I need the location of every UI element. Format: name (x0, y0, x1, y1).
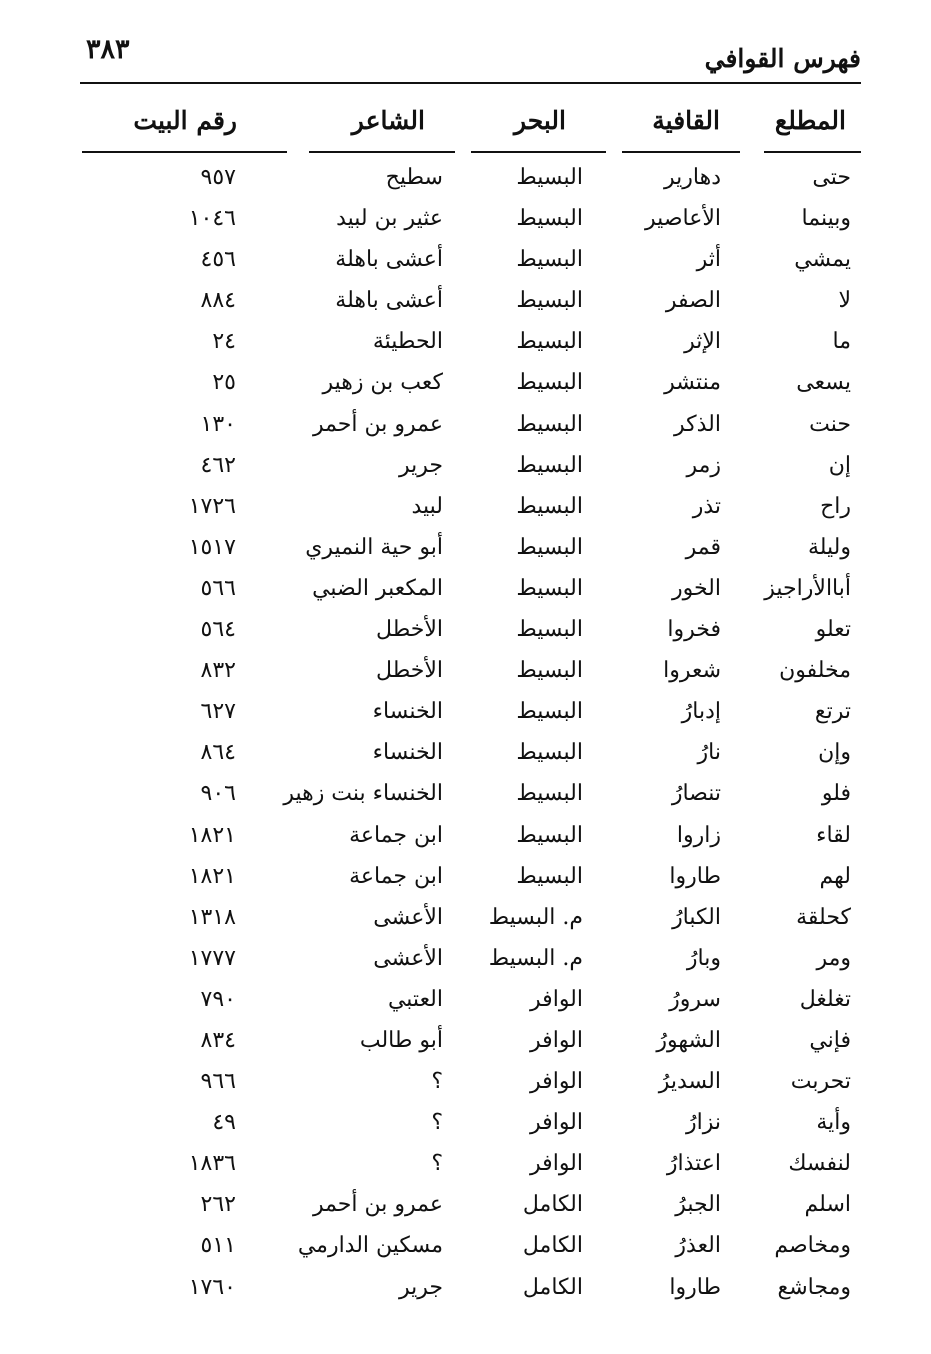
table-row (80, 942, 861, 983)
poet-cell: الأخطل (376, 658, 443, 684)
poet-cell: الخنساء (372, 699, 443, 725)
table-row (80, 202, 861, 243)
poet-cell: المكعبر الضبي (312, 575, 443, 601)
verse-number-cell: ٩٦٦ (200, 1069, 236, 1095)
table-row (80, 1106, 861, 1147)
verse-number-cell: ٨٨٤ (200, 288, 236, 314)
meter-cell: البسيط (516, 575, 583, 601)
start-cell: وبينما (801, 206, 851, 232)
rhyme-cell: نارُ (697, 740, 721, 766)
poet-cell: أبو طالب (359, 1027, 443, 1053)
start-cell: فإني (809, 1027, 851, 1053)
poet-cell: عثير بن لبيد (336, 206, 443, 232)
start-cell: راح (820, 493, 851, 519)
rhyme-cell: قمر (685, 534, 721, 560)
table-row (80, 901, 861, 942)
start-cell: تحربت (790, 1069, 851, 1095)
rhyme-cell: فخروا (667, 617, 721, 643)
verse-number-cell: ٧٩٠ (200, 986, 236, 1012)
poet-cell: ؟ (431, 1110, 443, 1136)
start-cell: فلو (821, 781, 851, 807)
table-row (80, 613, 861, 654)
poet-cell: الخنساء (372, 740, 443, 766)
column-header-rhyme: القافية (622, 104, 740, 153)
poet-cell: ابن جماعة (349, 863, 443, 889)
start-cell: لهم (819, 863, 851, 889)
start-cell: لنفسك (788, 1151, 851, 1177)
verse-number-cell: ١٧٢٦ (188, 493, 236, 519)
start-cell: وأية (816, 1110, 851, 1136)
table-row (80, 983, 861, 1024)
rhyme-cell: وبارُ (686, 945, 721, 971)
table-row (80, 695, 861, 736)
meter-cell: البسيط (516, 329, 583, 355)
start-cell: كحلقة (796, 904, 851, 930)
meter-cell: البسيط (516, 740, 583, 766)
rhyme-cell: زمر (686, 452, 721, 478)
poet-cell: ؟ (431, 1069, 443, 1095)
poet-cell: مسكين الدارمي (297, 1233, 443, 1259)
start-cell: إن (828, 452, 851, 478)
rhyme-cell: الذكر (674, 411, 721, 437)
poet-cell: كعب بن زهير (322, 370, 443, 396)
poet-cell: الأخطل (376, 617, 443, 643)
start-cell: حنت (809, 411, 851, 437)
verse-number-cell: ٢٥ (212, 370, 236, 396)
table-row (80, 777, 861, 818)
start-cell: تغلغل (799, 986, 851, 1012)
meter-cell: الوافر (530, 986, 583, 1012)
rhyme-cell: السديرُ (658, 1069, 721, 1095)
verse-number-cell: ٩٥٧ (200, 165, 236, 190)
table-body (80, 161, 861, 1312)
rhyme-cell: الإثر (684, 329, 721, 355)
poet-cell: ابن جماعة (349, 822, 443, 848)
poet-cell: ؟ (431, 1151, 443, 1177)
verse-number-cell: ٨٣٢ (200, 658, 236, 684)
poet-cell: جرير (399, 1274, 443, 1300)
poet-cell: أعشى باهلة (335, 288, 443, 314)
poet-cell: أعشى باهلة (335, 247, 443, 273)
rhyme-cell: الأعاصير (645, 206, 721, 232)
verse-number-cell: ١٨٢١ (188, 863, 236, 889)
table-row (80, 860, 861, 901)
table-row (80, 1188, 861, 1229)
table-row (80, 1147, 861, 1188)
poet-cell: الحطيئة (372, 329, 443, 355)
rhyme-cell: منتشر (664, 370, 721, 396)
verse-number-cell: ٥١١ (200, 1233, 236, 1259)
table-row (80, 1271, 861, 1312)
meter-cell: البسيط (516, 658, 583, 684)
verse-number-cell: ٢٦٢ (200, 1192, 236, 1218)
table-row (80, 161, 861, 202)
start-cell: ترتع (814, 699, 851, 725)
rhyme-cell: الكبارُ (672, 904, 721, 930)
verse-number-cell: ١٥١٧ (188, 534, 236, 560)
meter-cell: البسيط (516, 452, 583, 478)
meter-cell: الوافر (530, 1110, 583, 1136)
verse-number-cell: ٨٣٤ (200, 1027, 236, 1053)
start-cell: ما (832, 329, 851, 355)
poet-cell: عمرو بن أحمر (312, 1192, 443, 1218)
poet-cell: سطيح (385, 165, 443, 190)
table-row (80, 531, 861, 572)
verse-number-cell: ٩٠٦ (200, 781, 236, 807)
meter-cell: الوافر (530, 1151, 583, 1177)
verse-number-cell: ٥٦٦ (200, 575, 236, 601)
table-row (80, 736, 861, 777)
poet-cell: العتبي (387, 986, 443, 1012)
start-cell: اسلم (804, 1192, 851, 1218)
poet-cell: عمرو بن أحمر (312, 411, 443, 437)
verse-number-cell: ١٣١٨ (188, 904, 236, 930)
rhyme-cell: الصفر (665, 288, 721, 314)
rhyme-cell: الجبرُ (675, 1192, 721, 1218)
start-cell: لقاء (816, 822, 851, 848)
start-cell: تعلو (815, 617, 851, 643)
table-row (80, 572, 861, 613)
meter-cell: م. البسيط (488, 904, 583, 930)
page-number: ٣٨٣ (86, 34, 130, 65)
table-row (80, 1229, 861, 1270)
rhyme-cell: نزارُ (686, 1110, 721, 1136)
rhyme-cell: أثر (696, 247, 721, 273)
meter-cell: الوافر (530, 1027, 583, 1053)
start-cell: يمشي (794, 247, 851, 273)
verse-number-cell: ٦٢٧ (200, 699, 236, 725)
page-title: فهرس القوافي (704, 44, 861, 73)
poet-cell: الخنساء بنت زهير (283, 781, 443, 807)
meter-cell: البسيط (516, 370, 583, 396)
meter-cell: البسيط (516, 411, 583, 437)
verse-number-cell: ١٣٠ (200, 411, 236, 437)
start-cell: حتى (812, 165, 851, 190)
meter-cell: الوافر (530, 1069, 583, 1095)
meter-cell: البسيط (516, 699, 583, 725)
poet-cell: الأعشى (373, 904, 443, 930)
table-row (80, 325, 861, 366)
start-cell: وإن (818, 740, 851, 766)
rhyme-cell: شعروا (663, 658, 721, 684)
table-row (80, 819, 861, 860)
poet-cell: الأعشى (373, 945, 443, 971)
rhyme-cell: الخور (671, 575, 721, 601)
start-cell: يسعى (796, 370, 851, 396)
meter-cell: الكامل (522, 1274, 583, 1300)
meter-cell: م. البسيط (488, 945, 583, 971)
page-header (80, 30, 861, 84)
rhyme-cell: دهارير (664, 165, 721, 190)
meter-cell: البسيط (516, 863, 583, 889)
start-cell: ومر (816, 945, 851, 971)
rhyme-cell: تذر (692, 493, 721, 519)
table-row (80, 408, 861, 449)
table-header (80, 104, 861, 154)
rhyme-cell: تنصارُ (671, 781, 721, 807)
start-cell: لا (838, 288, 851, 314)
rhyme-cell: اعتذارُ (666, 1151, 721, 1177)
table-row (80, 1024, 861, 1065)
start-cell: ومجاشع (777, 1274, 851, 1300)
rhyme-cell: طاروا (669, 1274, 721, 1300)
poet-cell: لبيد (411, 493, 443, 519)
poet-cell: جرير (399, 452, 443, 478)
table-row (80, 366, 861, 407)
rhyme-cell: الشهورُ (656, 1027, 721, 1053)
verse-number-cell: ١٠٤٦ (188, 206, 236, 232)
column-header-meter: البحر (471, 104, 606, 153)
verse-number-cell: ١٧٧٧ (188, 945, 236, 971)
verse-number-cell: ١٨٢١ (188, 822, 236, 848)
column-header-start: المطلع (764, 104, 861, 153)
table-row (80, 449, 861, 490)
rhyme-cell: سرورُ (669, 986, 721, 1012)
verse-number-cell: ٢٤ (212, 329, 236, 355)
start-cell: وليلة (807, 534, 851, 560)
verse-number-cell: ١٧٦٠ (188, 1274, 236, 1300)
rhyme-cell: العذرُ (675, 1233, 721, 1259)
rhyme-cell: إدبارُ (681, 699, 721, 725)
meter-cell: الكامل (522, 1233, 583, 1259)
table-row (80, 284, 861, 325)
meter-cell: البسيط (516, 288, 583, 314)
start-cell: ومخاصم (774, 1233, 851, 1259)
rhyme-cell: زاروا (676, 822, 721, 848)
table-row (80, 243, 861, 284)
meter-cell: البسيط (516, 247, 583, 273)
table-row (80, 1065, 861, 1106)
poet-cell: أبو حية النميري (305, 534, 443, 560)
meter-cell: البسيط (516, 493, 583, 519)
verse-number-cell: ٨٦٤ (200, 740, 236, 766)
meter-cell: البسيط (516, 534, 583, 560)
start-cell: أباالأراجيز (764, 575, 851, 601)
meter-cell: البسيط (516, 617, 583, 643)
meter-cell: البسيط (516, 206, 583, 232)
verse-number-cell: ٤٩ (212, 1110, 236, 1136)
column-header-verse-number: رقم البيت (82, 104, 287, 153)
verse-number-cell: ٤٦٢ (200, 452, 236, 478)
column-header-poet: الشاعر (309, 104, 455, 153)
start-cell: مخلفون (779, 658, 851, 684)
meter-cell: البسيط (516, 781, 583, 807)
table-row (80, 490, 861, 531)
verse-number-cell: ٤٥٦ (200, 247, 236, 273)
meter-cell: البسيط (516, 165, 583, 190)
verse-number-cell: ١٨٣٦ (188, 1151, 236, 1177)
meter-cell: الكامل (522, 1192, 583, 1218)
table-row (80, 654, 861, 695)
meter-cell: البسيط (516, 822, 583, 848)
rhyme-cell: طاروا (669, 863, 721, 889)
verse-number-cell: ٥٦٤ (200, 617, 236, 643)
